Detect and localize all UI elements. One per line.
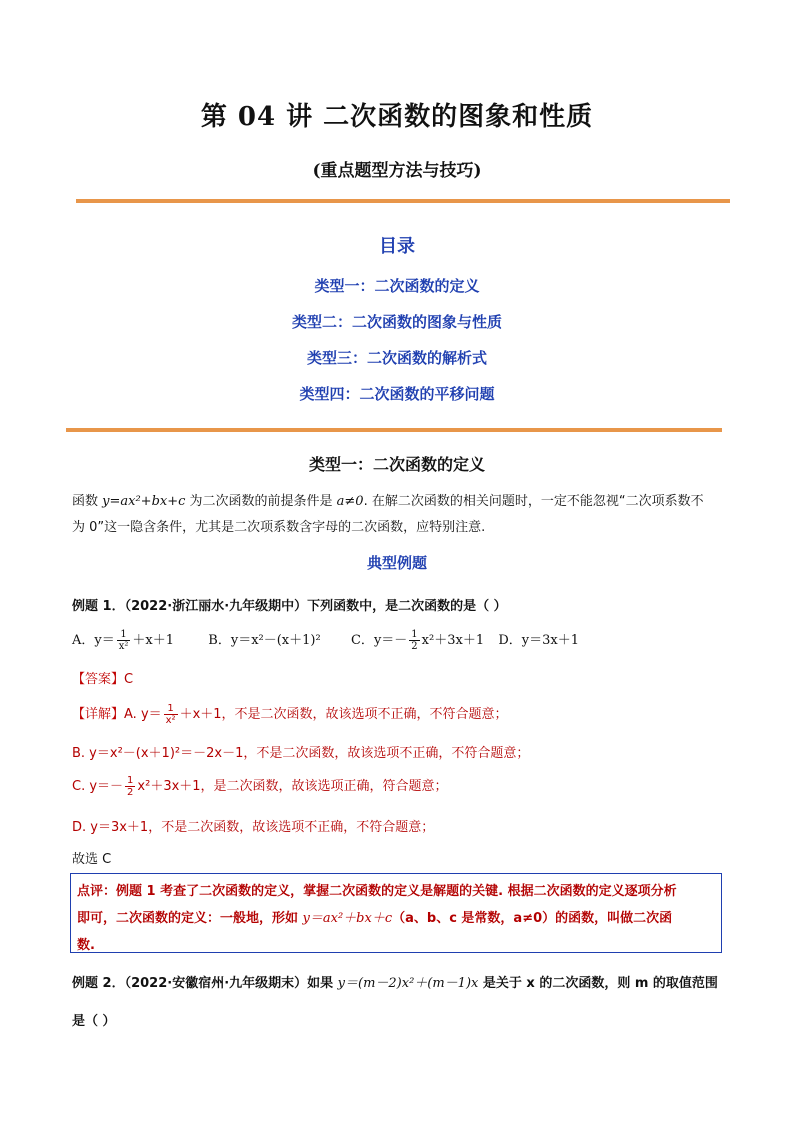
option-c xyxy=(350,629,488,652)
detail-c-post: x²＋3x＋1，是二次函数，故该选项正确，符合题意； xyxy=(137,779,448,794)
option-c-denominator: 2 xyxy=(411,641,418,652)
detail-a-fraction xyxy=(164,703,178,726)
answer-value: C xyxy=(124,672,134,687)
intro-text-1: 函数 xyxy=(72,494,103,509)
detail-tag: 【详解】 xyxy=(72,707,125,722)
option-a-pre: y＝ xyxy=(94,633,115,648)
note-text-2: 即可，二次函数的定义：一般地，形如 xyxy=(77,911,303,926)
detail-c-pre: C. y＝－ xyxy=(72,779,124,794)
toc-item-2[interactable]: 类型二：二次函数的图象与性质 xyxy=(291,313,502,331)
option-a xyxy=(72,629,178,652)
option-a-denominator: x² xyxy=(118,641,129,652)
conclusion: 故选 C xyxy=(72,852,112,867)
toc-item-3[interactable]: 类型三：二次函数的解析式 xyxy=(306,349,487,367)
intro-condition: a≠0 xyxy=(336,494,364,509)
detail-c-denominator: 2 xyxy=(127,787,134,798)
intro-text-3: . 在解二次函数的相关问题时，一定不能忽视“二次项系数不 xyxy=(363,494,704,509)
section-heading: 类型一：二次函数的定义 xyxy=(308,455,485,474)
toc-heading: 目录 xyxy=(379,236,415,257)
detail-a-denominator: x² xyxy=(165,715,176,726)
page-subtitle: (重点题型方法与技巧) xyxy=(312,161,482,181)
option-c-pre: y＝－ xyxy=(373,633,408,648)
detail-b: B. y＝x²－(x＋1)²＝－2x－1，不是二次函数，故该选项不正确，不符合题意； xyxy=(72,746,530,761)
toc-divider xyxy=(66,428,722,432)
example2-formula: y＝(m－2)x²＋(m－1)x xyxy=(337,976,479,991)
detail-a-numerator: 1 xyxy=(164,703,178,715)
option-c-fraction xyxy=(409,629,419,652)
detail-c-fraction xyxy=(125,775,135,798)
detail-a-pre: A. y＝ xyxy=(124,707,162,722)
example2-stem-a: 例题 2．（2022·安徽宿州·九年级期末）如果 xyxy=(72,976,338,991)
detail-c-numerator: 1 xyxy=(127,775,134,786)
option-c-label: C． xyxy=(350,633,374,648)
example1-stem: 例题 1．（2022·浙江丽水·九年级期中）下列函数中，是二次函数的是（ ） xyxy=(72,599,507,614)
option-c-post: x²＋3x＋1 xyxy=(421,633,485,648)
note-text-1: 例题 1 考查了二次函数的定义，掌握二次函数的定义是解题的关键. 根据二次函数的定义逐项分析 xyxy=(116,884,677,899)
detail-a-post: ＋x＋1，不是二次函数，故该选项不正确，不符合题意； xyxy=(179,707,508,722)
option-b: B．y＝x²－(x＋1)² xyxy=(208,633,321,648)
note-text-3: （a、b、c 是常数，a≠0）的函数，叫做二次函 xyxy=(392,911,673,926)
intro-formula: y=ax²+bx+c xyxy=(102,494,186,509)
examples-heading: 典型例题 xyxy=(366,554,427,572)
example2-stem-b: 是关于 x 的二次函数，则 m 的取值范围 xyxy=(478,976,718,991)
option-a-numerator: 1 xyxy=(117,629,131,641)
detail-a xyxy=(72,700,508,730)
example1-options xyxy=(72,626,579,656)
detail-d: D. y＝3x＋1，不是二次函数，故该选项不正确，不符合题意； xyxy=(72,820,435,835)
detail-c xyxy=(72,772,448,802)
toc-item-1[interactable]: 类型一：二次函数的定义 xyxy=(314,277,480,295)
example2-stem xyxy=(72,972,718,991)
note-text-4: 数. xyxy=(77,938,95,953)
note-box xyxy=(70,873,722,953)
note-formula: y＝ax²＋bx＋c xyxy=(302,911,393,926)
intro-text-2: 为二次函数的前提条件是 xyxy=(185,494,337,509)
note-label: 点评： xyxy=(77,884,117,899)
section-intro xyxy=(72,489,728,541)
option-a-fraction xyxy=(117,629,131,652)
option-c-numerator: 1 xyxy=(411,629,418,640)
toc-item-4[interactable]: 类型四：二次函数的平移问题 xyxy=(299,385,495,403)
example2-stem-line2: 是（ ） xyxy=(72,1014,116,1029)
answer-line xyxy=(72,668,133,687)
top-divider xyxy=(76,199,730,203)
option-d: D．y＝3x＋1 xyxy=(498,633,580,648)
option-a-label: A． xyxy=(72,633,95,648)
option-a-post: ＋x＋1 xyxy=(132,633,175,648)
page-title: 第 04 讲 二次函数的图象和性质 xyxy=(200,102,594,132)
answer-tag: 【答案】 xyxy=(72,672,125,687)
intro-text-4: 为 0”这一隐含条件，尤其是二次项系数含字母的二次函数，应特别注意. xyxy=(72,520,486,535)
